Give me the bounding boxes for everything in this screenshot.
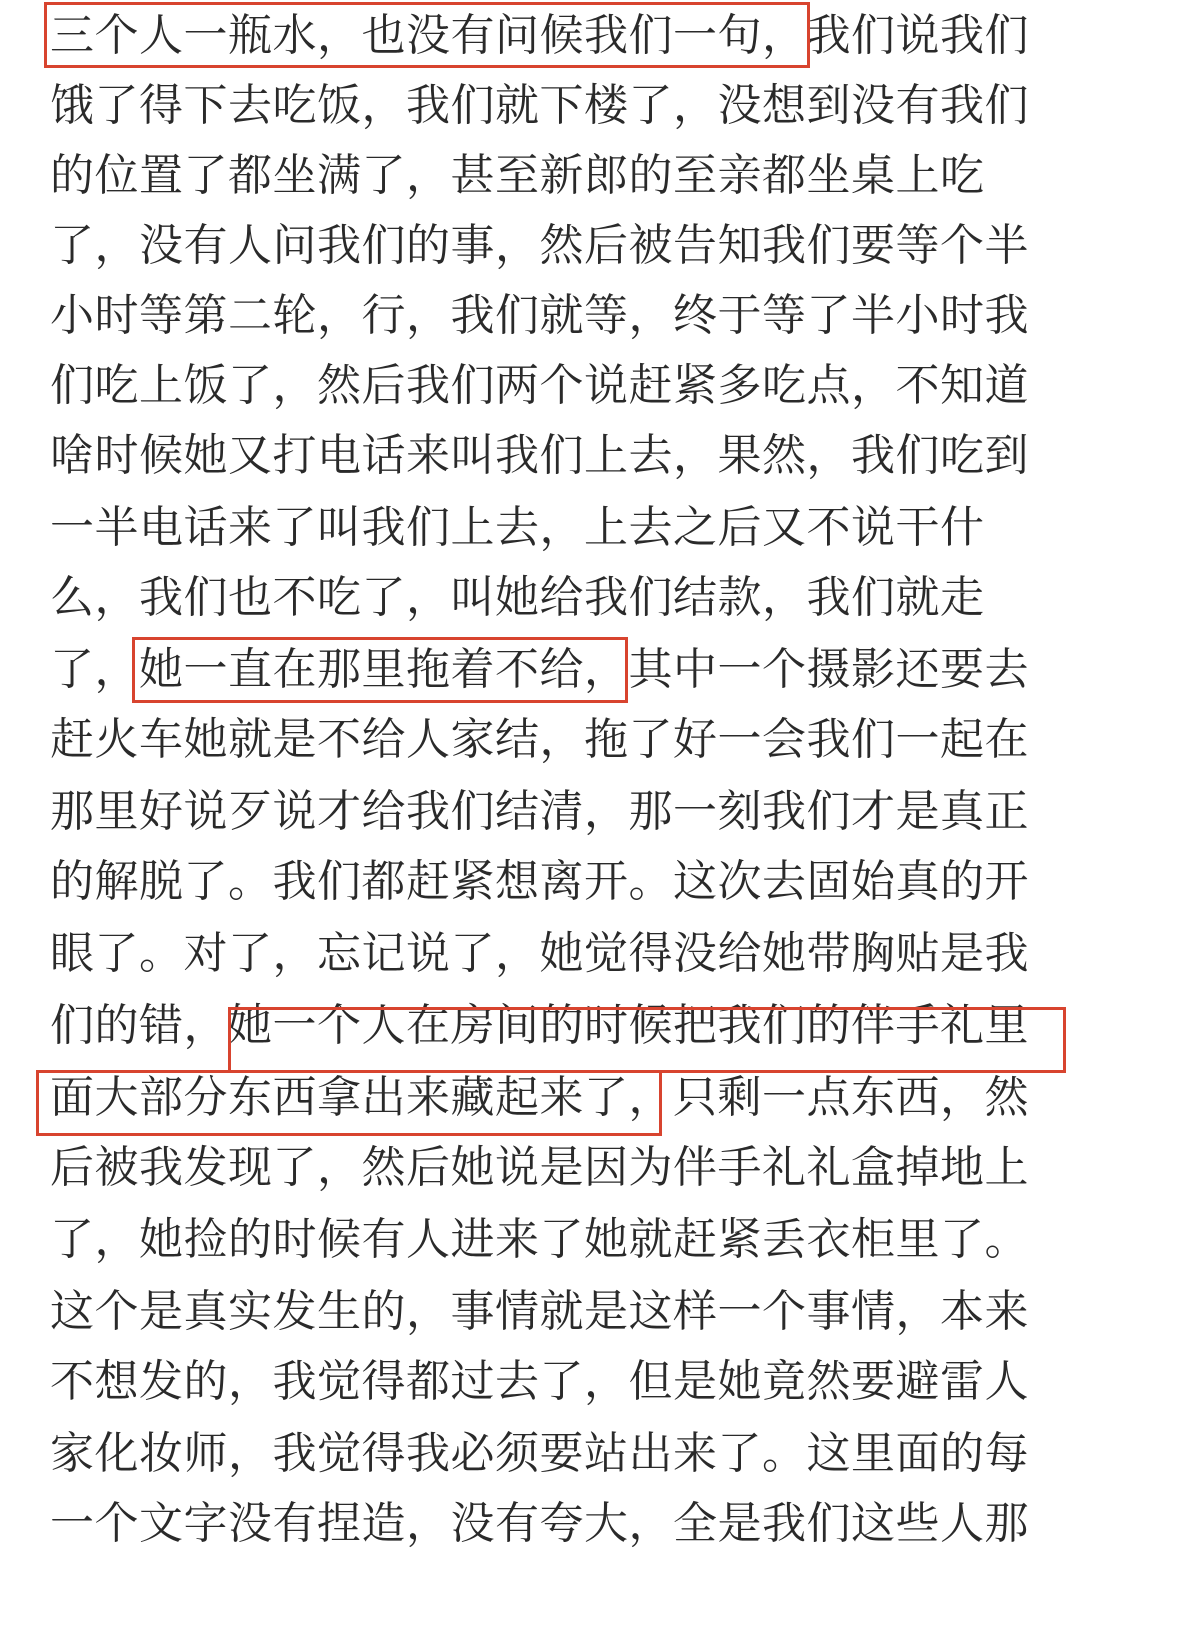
text-line-7: 啥时候她又打电话来叫我们上去，果然，我们吃到 — [50, 430, 1029, 481]
text-line-5: 小时等第二轮，行，我们就等，终于等了半小时我 — [50, 290, 1029, 341]
highlight-box — [44, 2, 810, 68]
text-line-18: 了，她捡的时候有人进来了她就赶紧丢衣柜里了。 — [50, 1214, 1029, 1265]
text-line-4: 了，没有人问我们的事，然后被告知我们要等个半 — [50, 220, 1029, 271]
text-line-22: 一个文字没有捏造，没有夸大，全是我们这些人那 — [50, 1498, 1029, 1549]
text-line-17: 后被我发现了，然后她说是因为伴手礼礼盒掉地上 — [50, 1142, 1029, 1193]
text-line-21: 家化妆师，我觉得我必须要站出来了。这里面的每 — [50, 1428, 1029, 1479]
text-line-20: 不想发的，我觉得都过去了，但是她竟然要避雷人 — [50, 1356, 1029, 1407]
text-line-6: 们吃上饭了，然后我们两个说赶紧多吃点，不知道 — [50, 360, 1029, 411]
text-line-2: 饿了得下去吃饭，我们就下楼了，没想到没有我们 — [50, 80, 1029, 131]
text-line-13: 的解脱了。我们都赶紧想离开。这次去固始真的开 — [50, 856, 1029, 907]
text-line-9: 么，我们也不吃了，叫她给我们结款，我们就走 — [50, 572, 985, 623]
text-line-19: 这个是真实发生的，事情就是这样一个事情，本来 — [50, 1286, 1029, 1337]
text-line-11: 赶火车她就是不给人家结，拖了好一会我们一起在 — [50, 714, 1029, 765]
text-line-1: 三个人一瓶水，也没有问候我们一句，我们说我们 — [50, 10, 1029, 61]
text-line-8: 一半电话来了叫我们上去，上去之后又不说干什 — [50, 502, 985, 553]
text-line-16: 面大部分东西拿出来藏起来了，只剩一点东西，然 — [50, 1072, 1029, 1123]
text-line-14: 眼了。对了，忘记说了，她觉得没给她带胸贴是我 — [50, 928, 1029, 979]
text-line-10: 了，她一直在那里拖着不给，其中一个摄影还要去 — [50, 644, 1029, 695]
highlight-box — [36, 1070, 662, 1136]
highlight-box — [132, 637, 628, 703]
text-line-12: 那里好说歹说才给我们结清，那一刻我们才是真正 — [50, 786, 1029, 837]
text-line-3: 的位置了都坐满了，甚至新郎的至亲都坐桌上吃 — [50, 150, 985, 201]
text-line-15: 们的错，她一个人在房间的时候把我们的伴手礼里 — [50, 1000, 1029, 1051]
highlight-box — [228, 1007, 1066, 1073]
